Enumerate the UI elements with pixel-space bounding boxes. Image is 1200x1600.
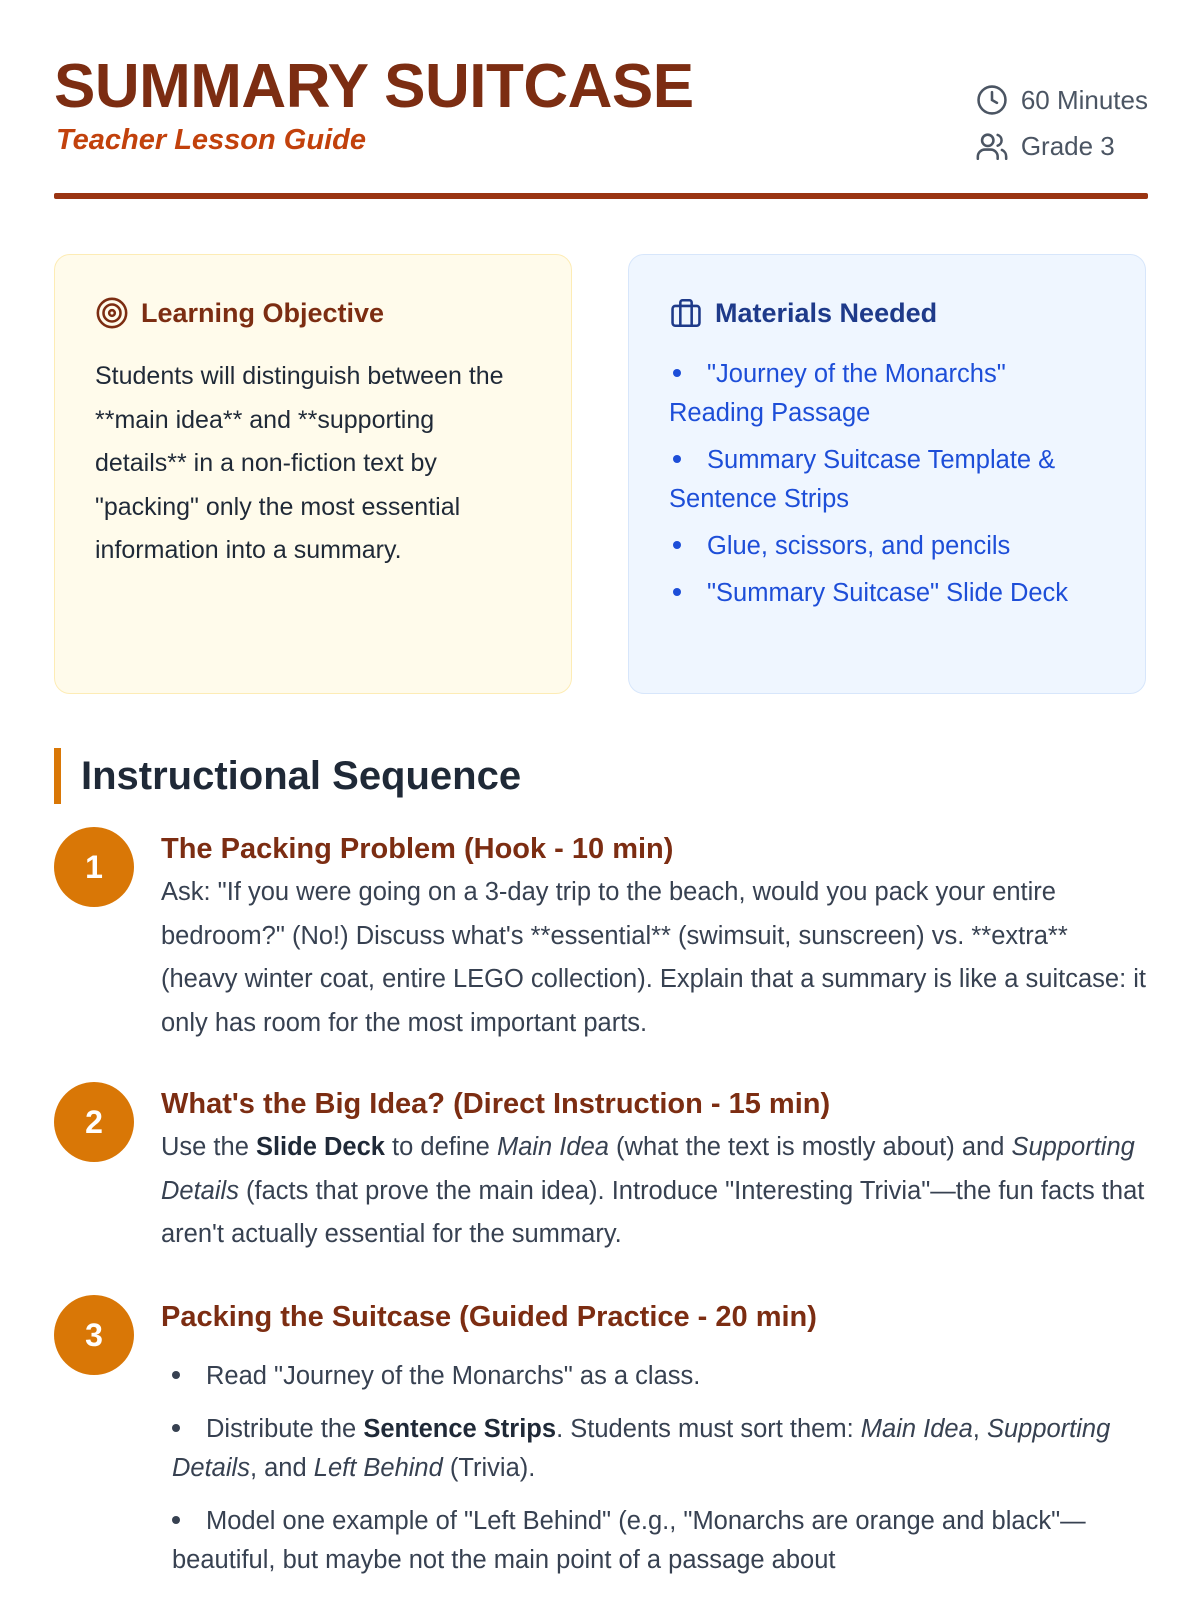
lesson-meta [975, 82, 1148, 174]
clock-icon [975, 83, 1009, 117]
step-title: What's the Big Idea? (Direct Instruction - 15 min) [161, 1088, 831, 1120]
section-title: Instructional Sequence [81, 753, 522, 798]
materials-list [669, 355, 1105, 613]
step-body [161, 1295, 1148, 1339]
lesson-guide-page [54, 0, 1148, 1574]
materials-card [628, 254, 1146, 694]
step-title: The Packing Problem (Hook - 10 min) [161, 833, 674, 865]
grade-meta [975, 128, 1148, 164]
step-number-badge: 2 [54, 1082, 134, 1162]
step-title: Packing the Suitcase (Guided Practice - 20 min) [161, 1301, 817, 1333]
grade-text: Grade 3 [1020, 130, 1115, 161]
step-text: Use the Slide Deck to define Main Idea (what the text is mostly about) and Supporting Details (facts that prove the main idea). Introduce "Interesting Trivia"—the fun facts that aren't actually essential for the summary. [161, 1133, 1145, 1248]
duration-text: 60 Minutes [1020, 84, 1148, 115]
header [54, 0, 1148, 200]
learning-objective-card [54, 254, 572, 694]
objective-heading: Learning Objective [141, 297, 385, 328]
section-heading [54, 748, 521, 804]
target-icon [95, 296, 129, 330]
step-bullets [156, 1357, 1146, 1594]
list-item: Read "Journey of the Monarchs" as a class. [156, 1357, 1146, 1397]
step-body [161, 1082, 1148, 1257]
header-divider [54, 193, 1148, 199]
objective-header [95, 293, 531, 333]
briefcase-icon [669, 296, 703, 330]
step-number-badge: 1 [54, 827, 134, 907]
list-item: Model one example of "Left Behind" (e.g., "Monarchs are orange and black"—beautiful, but maybe not the main point of a passage about [172, 1506, 1086, 1574]
list-item: "Journey of the Monarchs" Reading Passage [669, 360, 1006, 427]
list-item: "Summary Suitcase" Slide Deck [669, 574, 1105, 613]
page-title: SUMMARY SUITCASE [54, 52, 694, 121]
page-subtitle: Teacher Lesson Guide [56, 124, 366, 156]
info-cards [54, 254, 1148, 698]
step-body [161, 827, 1148, 1045]
list-item: Summary Suitcase Template & Sentence Strips [669, 446, 1056, 513]
list-item: Distribute the Sentence Strips. Students must sort them: Main Idea, Supporting Details, and Left Behind (Trivia). [172, 1414, 1111, 1482]
step-text: Ask: "If you were going on a 3-day trip to the beach, would you pack your entire bedroom?" (No!) Discuss what's **essential** (swimsuit, sunscreen) vs. **extra** (heavy winter coat, entire LEGO collection). Explain that a summary is like a suitcase: it only has room for the most important parts. [161, 878, 1146, 1037]
objective-text: Students will distinguish between the **main idea** and **supporting details** in a non-fiction text by "packing" only the most essential information into a summary. [95, 362, 504, 564]
duration-meta [975, 82, 1148, 118]
materials-header [669, 293, 1105, 333]
users-icon [975, 129, 1009, 163]
materials-heading: Materials Needed [715, 297, 938, 328]
step-number-badge: 3 [54, 1295, 134, 1375]
list-item: Glue, scissors, and pencils [669, 527, 1105, 566]
